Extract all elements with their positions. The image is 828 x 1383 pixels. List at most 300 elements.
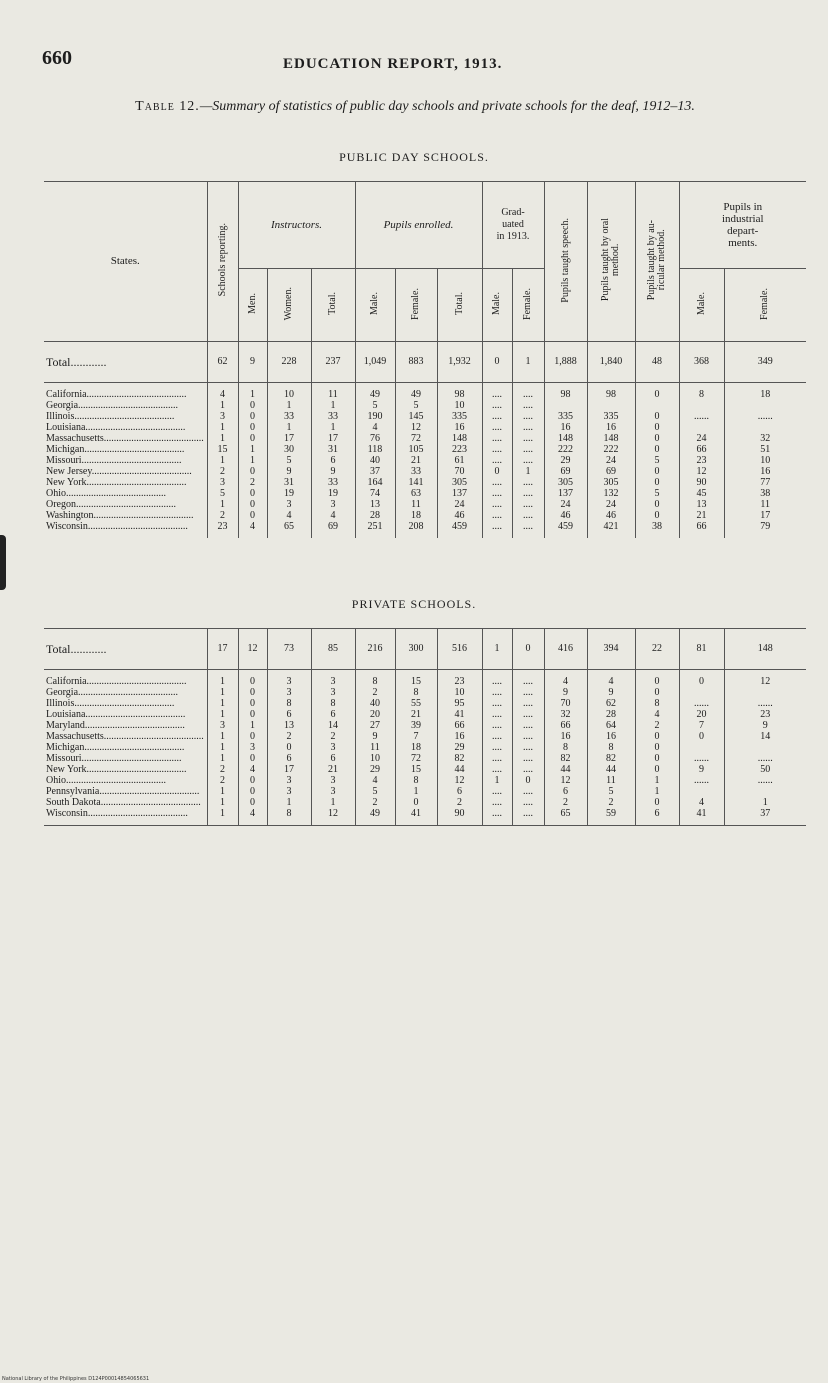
table-cell: 16 [587, 422, 635, 433]
table-cell: 23 [207, 521, 238, 532]
states-header: States. [110, 255, 140, 267]
table-cell: 69 [587, 466, 635, 477]
page-edge-shadow [0, 535, 6, 590]
men-header: Men. [246, 293, 258, 314]
table-row [44, 422, 806, 433]
table-cell: 74 [355, 488, 395, 499]
table-cell: .... [482, 797, 512, 808]
table-cell: 1 [207, 698, 238, 709]
table-cell: 251 [355, 521, 395, 532]
instructors-total-header: Total. [327, 292, 338, 315]
table-cell: 16 [587, 731, 635, 742]
table-cell: 305 [437, 477, 482, 488]
table-cell: 5 [635, 488, 679, 499]
table-cell: 4 [238, 521, 267, 532]
table-cell: 15 [207, 444, 238, 455]
table-cell: .... [512, 698, 544, 709]
table-cell: 8 [635, 698, 679, 709]
table-cell: 46 [437, 510, 482, 521]
table-cell: 1 [311, 422, 355, 433]
state-name: Georgia........................................ [46, 400, 179, 411]
table-cell: 190 [355, 411, 395, 422]
table-cell: 72 [395, 433, 437, 444]
state-name: New York........................................ [46, 764, 187, 775]
table-cell: 1,049 [355, 342, 395, 383]
table-cell: 82 [437, 753, 482, 764]
table-cell: 0 [238, 499, 267, 510]
table-cell: 2 [355, 687, 395, 698]
table-cell: 0 [238, 753, 267, 764]
table-row [44, 510, 806, 521]
table-cell: 0 [635, 510, 679, 521]
table-cell: 0 [512, 629, 544, 670]
table-cell: 0 [635, 444, 679, 455]
table-row [44, 444, 806, 455]
table-cell: ...... [679, 698, 724, 709]
table-cell: ...... [724, 698, 806, 709]
table-row [44, 455, 806, 466]
table-cell: 40 [355, 698, 395, 709]
table-cell: .... [512, 797, 544, 808]
state-name: Washington........................................ [46, 510, 194, 521]
table-cell: 37 [355, 466, 395, 477]
table-row [44, 687, 806, 698]
table-cell: 16 [437, 731, 482, 742]
table-cell: 49 [355, 389, 395, 400]
table-cell: 12 [724, 676, 806, 687]
table-cell: 0 [395, 797, 437, 808]
table-cell: 164 [355, 477, 395, 488]
table-cell: 1 [311, 797, 355, 808]
table-cell: 17 [207, 629, 238, 670]
table-cell: 1 [238, 389, 267, 400]
table-cell: 66 [679, 521, 724, 532]
table-cell: .... [512, 764, 544, 775]
table-cell: .... [482, 389, 512, 400]
table-cell: 1 [267, 400, 311, 411]
table-cell: .... [512, 808, 544, 819]
table-row [44, 400, 806, 411]
state-name: Louisiana........................................ [46, 709, 186, 720]
table-cell: 0 [635, 753, 679, 764]
table-cell: 90 [437, 808, 482, 819]
industrial-female-header: Female. [759, 287, 771, 320]
table-cell: 148 [544, 433, 587, 444]
table-cell: .... [482, 499, 512, 510]
table-cell: 1 [207, 422, 238, 433]
table-cell: 28 [355, 510, 395, 521]
table-cell: 0 [512, 775, 544, 786]
table-cell: 0 [679, 731, 724, 742]
table-cell: 30 [267, 444, 311, 455]
table-cell: 6 [635, 808, 679, 819]
table-cell: 45 [679, 488, 724, 499]
table-cell: 137 [544, 488, 587, 499]
table-cell: .... [512, 753, 544, 764]
table-cell: .... [512, 786, 544, 797]
table-cell: 11 [395, 499, 437, 510]
table-cell: 9 [724, 720, 806, 731]
table-cell: 1 [207, 731, 238, 742]
table-cell: 1 [207, 400, 238, 411]
table-cell: 1 [238, 720, 267, 731]
table-cell: 24 [679, 433, 724, 444]
table-cell: 33 [311, 411, 355, 422]
table-cell: 12 [395, 422, 437, 433]
table-cell: 16 [544, 422, 587, 433]
table-cell: 66 [437, 720, 482, 731]
table-cell: 0 [635, 389, 679, 400]
table-cell: 6 [267, 753, 311, 764]
table-cell: 148 [724, 629, 806, 670]
table-cell: 0 [238, 687, 267, 698]
table-cell: 28 [587, 709, 635, 720]
table-cell: .... [512, 444, 544, 455]
table-cell: .... [482, 488, 512, 499]
state-name: Massachusetts........................................ [46, 731, 204, 742]
table-cell: 98 [587, 389, 635, 400]
table-cell: 1 [207, 455, 238, 466]
table-cell: 0 [635, 797, 679, 808]
table-cell: 10 [724, 455, 806, 466]
table-cell: 1 [635, 786, 679, 797]
table-cell: 17 [267, 764, 311, 775]
table-cell: 459 [437, 521, 482, 532]
table-cell: .... [512, 521, 544, 532]
table-cell [679, 742, 724, 753]
pupils-enrolled-header: Pupils enrolled. [383, 219, 454, 231]
table-cell: 1,840 [587, 342, 635, 383]
table-cell: 0 [635, 466, 679, 477]
table-cell: 15 [395, 676, 437, 687]
state-name: Missouri........................................ [46, 455, 182, 466]
table-cell [724, 786, 806, 797]
table-cell [724, 422, 806, 433]
table-cell: .... [512, 455, 544, 466]
table-row [44, 477, 806, 488]
table-cell: 2 [207, 764, 238, 775]
table-cell: 5 [395, 400, 437, 411]
table-cell: 17 [267, 433, 311, 444]
table-cell: 1 [207, 753, 238, 764]
table-cell: ...... [679, 753, 724, 764]
table-cell: .... [482, 709, 512, 720]
table-cell: .... [482, 698, 512, 709]
table-cell: 0 [679, 676, 724, 687]
table-cell: 13 [679, 499, 724, 510]
table-cell: .... [512, 400, 544, 411]
table-cell: 883 [395, 342, 437, 383]
table-cell [679, 687, 724, 698]
spacer-row [44, 819, 806, 826]
state-name: Illinois........................................ [46, 411, 175, 422]
table-cell: 3 [311, 742, 355, 753]
table-cell: 12 [679, 466, 724, 477]
table-cell: 8 [395, 687, 437, 698]
table-cell: 2 [207, 510, 238, 521]
table-cell: 2 [238, 477, 267, 488]
table-cell: 17 [724, 510, 806, 521]
table-cell [679, 422, 724, 433]
table-cell: .... [482, 455, 512, 466]
state-name: Louisiana........................................ [46, 422, 186, 433]
table-cell: 1 [238, 444, 267, 455]
table-cell: 6 [311, 455, 355, 466]
table-cell: 66 [544, 720, 587, 731]
table-caption [40, 98, 790, 115]
table-cell: 82 [544, 753, 587, 764]
table-cell: 0 [238, 466, 267, 477]
table-cell: 14 [724, 731, 806, 742]
table-row [44, 731, 806, 742]
table-cell: 10 [437, 687, 482, 698]
table-cell: 1 [482, 775, 512, 786]
table-cell: 98 [437, 389, 482, 400]
table-cell: 0 [635, 742, 679, 753]
table-row [44, 797, 806, 808]
table-row [44, 521, 806, 532]
table-cell: 22 [635, 629, 679, 670]
table-cell: 1 [207, 742, 238, 753]
public-schools-table [44, 181, 806, 538]
table-cell: 305 [544, 477, 587, 488]
table-cell: 335 [587, 411, 635, 422]
table-cell [724, 400, 806, 411]
table-cell: 21 [395, 455, 437, 466]
table-cell: 4 [544, 676, 587, 687]
table-cell: .... [482, 720, 512, 731]
table-cell: 4 [311, 510, 355, 521]
library-stamp: National Library of the Philippines D124P00014854065631 [2, 1376, 150, 1382]
table-cell: 48 [635, 342, 679, 383]
table-cell: 10 [355, 753, 395, 764]
table-title: —Summary of statistics of public day schools and private schools for the deaf, 1912–13. [199, 99, 695, 114]
table-cell: 0 [635, 422, 679, 433]
table-cell: 55 [395, 698, 437, 709]
table-cell: 33 [395, 466, 437, 477]
table-cell: ...... [724, 411, 806, 422]
table-cell: 9 [544, 687, 587, 698]
table-cell: 49 [355, 808, 395, 819]
table-cell: 208 [395, 521, 437, 532]
table-cell: 40 [355, 455, 395, 466]
section-title-public: PUBLIC DAY SCHOOLS. [339, 150, 489, 164]
table-cell: 2 [267, 731, 311, 742]
table-cell: ...... [724, 753, 806, 764]
table-cell: 0 [635, 433, 679, 444]
private-schools-table [44, 628, 806, 826]
table-cell: 9 [238, 342, 267, 383]
table-cell: .... [482, 687, 512, 698]
table-cell: 11 [355, 742, 395, 753]
table-cell: 1 [311, 400, 355, 411]
table-cell: .... [512, 488, 544, 499]
table-cell: 335 [437, 411, 482, 422]
table-cell: 38 [724, 488, 806, 499]
table-cell [544, 400, 587, 411]
table-cell: .... [482, 400, 512, 411]
table-cell: 0 [482, 466, 512, 477]
table-cell: 64 [587, 720, 635, 731]
table-cell: 79 [724, 521, 806, 532]
table-cell: 137 [437, 488, 482, 499]
table-cell: .... [482, 422, 512, 433]
table-cell: 46 [587, 510, 635, 521]
table-cell: 8 [544, 742, 587, 753]
table-cell: 3 [207, 477, 238, 488]
table-cell: .... [512, 499, 544, 510]
table-cell: 29 [544, 455, 587, 466]
table-cell: 1 [267, 797, 311, 808]
table-cell: 216 [355, 629, 395, 670]
table-cell: 8 [267, 698, 311, 709]
table-cell: 0 [238, 433, 267, 444]
state-name: Michigan........................................ [46, 444, 185, 455]
women-header: Women. [283, 286, 294, 321]
table-cell: 3 [311, 499, 355, 510]
table-cell: 5 [207, 488, 238, 499]
table-cell: .... [482, 411, 512, 422]
table-cell: 0 [238, 797, 267, 808]
taught-speech-header: Pupils taught speech. [559, 217, 571, 303]
table-cell: 3 [267, 786, 311, 797]
state-name: Missouri........................................ [46, 753, 182, 764]
table-cell: 90 [679, 477, 724, 488]
total-row [44, 342, 806, 383]
table-cell: 69 [311, 521, 355, 532]
table-cell: 0 [238, 775, 267, 786]
graduated-male-header: Male. [491, 291, 502, 316]
state-name: Wisconsin........................................ [46, 521, 188, 532]
enrolled-total-header: Total. [453, 292, 465, 315]
table-cell: 4 [238, 764, 267, 775]
table-cell: 41 [437, 709, 482, 720]
table-cell: 1 [207, 709, 238, 720]
table-cell: .... [482, 510, 512, 521]
table-cell: 37 [724, 808, 806, 819]
table-cell: .... [482, 676, 512, 687]
table-cell: 5 [355, 786, 395, 797]
table-row [44, 499, 806, 510]
table-cell: .... [482, 444, 512, 455]
table-cell: 0 [238, 510, 267, 521]
table-cell: 2 [544, 797, 587, 808]
table-cell: 0 [238, 400, 267, 411]
table-row [44, 764, 806, 775]
table-cell: 5 [355, 400, 395, 411]
table-cell: .... [512, 411, 544, 422]
table-cell: 23 [679, 455, 724, 466]
table-cell: .... [512, 720, 544, 731]
table-cell: 1 [207, 797, 238, 808]
table-cell: 33 [311, 477, 355, 488]
table-cell: 21 [679, 510, 724, 521]
table-cell: 0 [238, 411, 267, 422]
state-name: Michigan........................................ [46, 742, 185, 753]
table-cell: 4 [635, 709, 679, 720]
table-cell: .... [482, 753, 512, 764]
state-name: California........................................ [46, 389, 187, 400]
table-cell: 5 [267, 455, 311, 466]
table-cell: .... [512, 709, 544, 720]
industrial-male-header: Male. [695, 291, 707, 316]
table-cell: .... [482, 808, 512, 819]
table-cell: 145 [395, 411, 437, 422]
table-cell: 3 [311, 687, 355, 698]
table-cell: 70 [437, 466, 482, 477]
table-cell: 3 [311, 676, 355, 687]
table-cell: 29 [437, 742, 482, 753]
table-cell: 11 [724, 499, 806, 510]
table-cell: 3 [311, 775, 355, 786]
state-name: Total............ [44, 629, 207, 670]
table-cell: 0 [635, 687, 679, 698]
table-cell: 31 [311, 444, 355, 455]
table-cell: 222 [587, 444, 635, 455]
table-row [44, 742, 806, 753]
table-cell: 4 [267, 510, 311, 521]
table-cell: 421 [587, 521, 635, 532]
table-cell [679, 400, 724, 411]
table-cell: 5 [635, 455, 679, 466]
table-cell: 18 [395, 742, 437, 753]
table-cell: 24 [587, 499, 635, 510]
table-cell: 4 [207, 389, 238, 400]
table-cell: 38 [635, 521, 679, 532]
table-cell: 7 [395, 731, 437, 742]
table-cell: 394 [587, 629, 635, 670]
table-cell: 105 [395, 444, 437, 455]
table-cell: 12 [544, 775, 587, 786]
table-cell: 4 [355, 422, 395, 433]
graduated-female-header: Female. [522, 287, 533, 320]
table-cell: 20 [355, 709, 395, 720]
table-cell: 49 [395, 389, 437, 400]
table-cell: 76 [355, 433, 395, 444]
table-cell: 32 [724, 433, 806, 444]
table-cell: .... [512, 422, 544, 433]
table-cell: 15 [395, 764, 437, 775]
table-cell: .... [482, 731, 512, 742]
industrial-header: Pupils in industrial depart- ments. [721, 201, 764, 249]
table-cell: 459 [544, 521, 587, 532]
schools-reporting-header: Schools reporting. [216, 223, 228, 297]
table-cell: .... [482, 521, 512, 532]
table-cell: 222 [544, 444, 587, 455]
table-cell: 6 [267, 709, 311, 720]
table-cell: 6 [311, 709, 355, 720]
table-cell: 416 [544, 629, 587, 670]
table-row [44, 488, 806, 499]
table-cell: 82 [587, 753, 635, 764]
table-cell: 148 [437, 433, 482, 444]
table-cell [724, 742, 806, 753]
table-cell: 10 [267, 389, 311, 400]
table-row [44, 786, 806, 797]
table-cell: 18 [724, 389, 806, 400]
table-cell: 1 [207, 687, 238, 698]
table-cell: 9 [267, 466, 311, 477]
table-cell: 0 [635, 731, 679, 742]
table-cell: ...... [679, 775, 724, 786]
table-cell: ...... [679, 411, 724, 422]
table-cell: 2 [207, 466, 238, 477]
table-cell: 0 [635, 411, 679, 422]
spacer-row [44, 532, 806, 538]
table-cell: 1 [207, 676, 238, 687]
table-cell: 17 [311, 433, 355, 444]
table-cell: 132 [587, 488, 635, 499]
